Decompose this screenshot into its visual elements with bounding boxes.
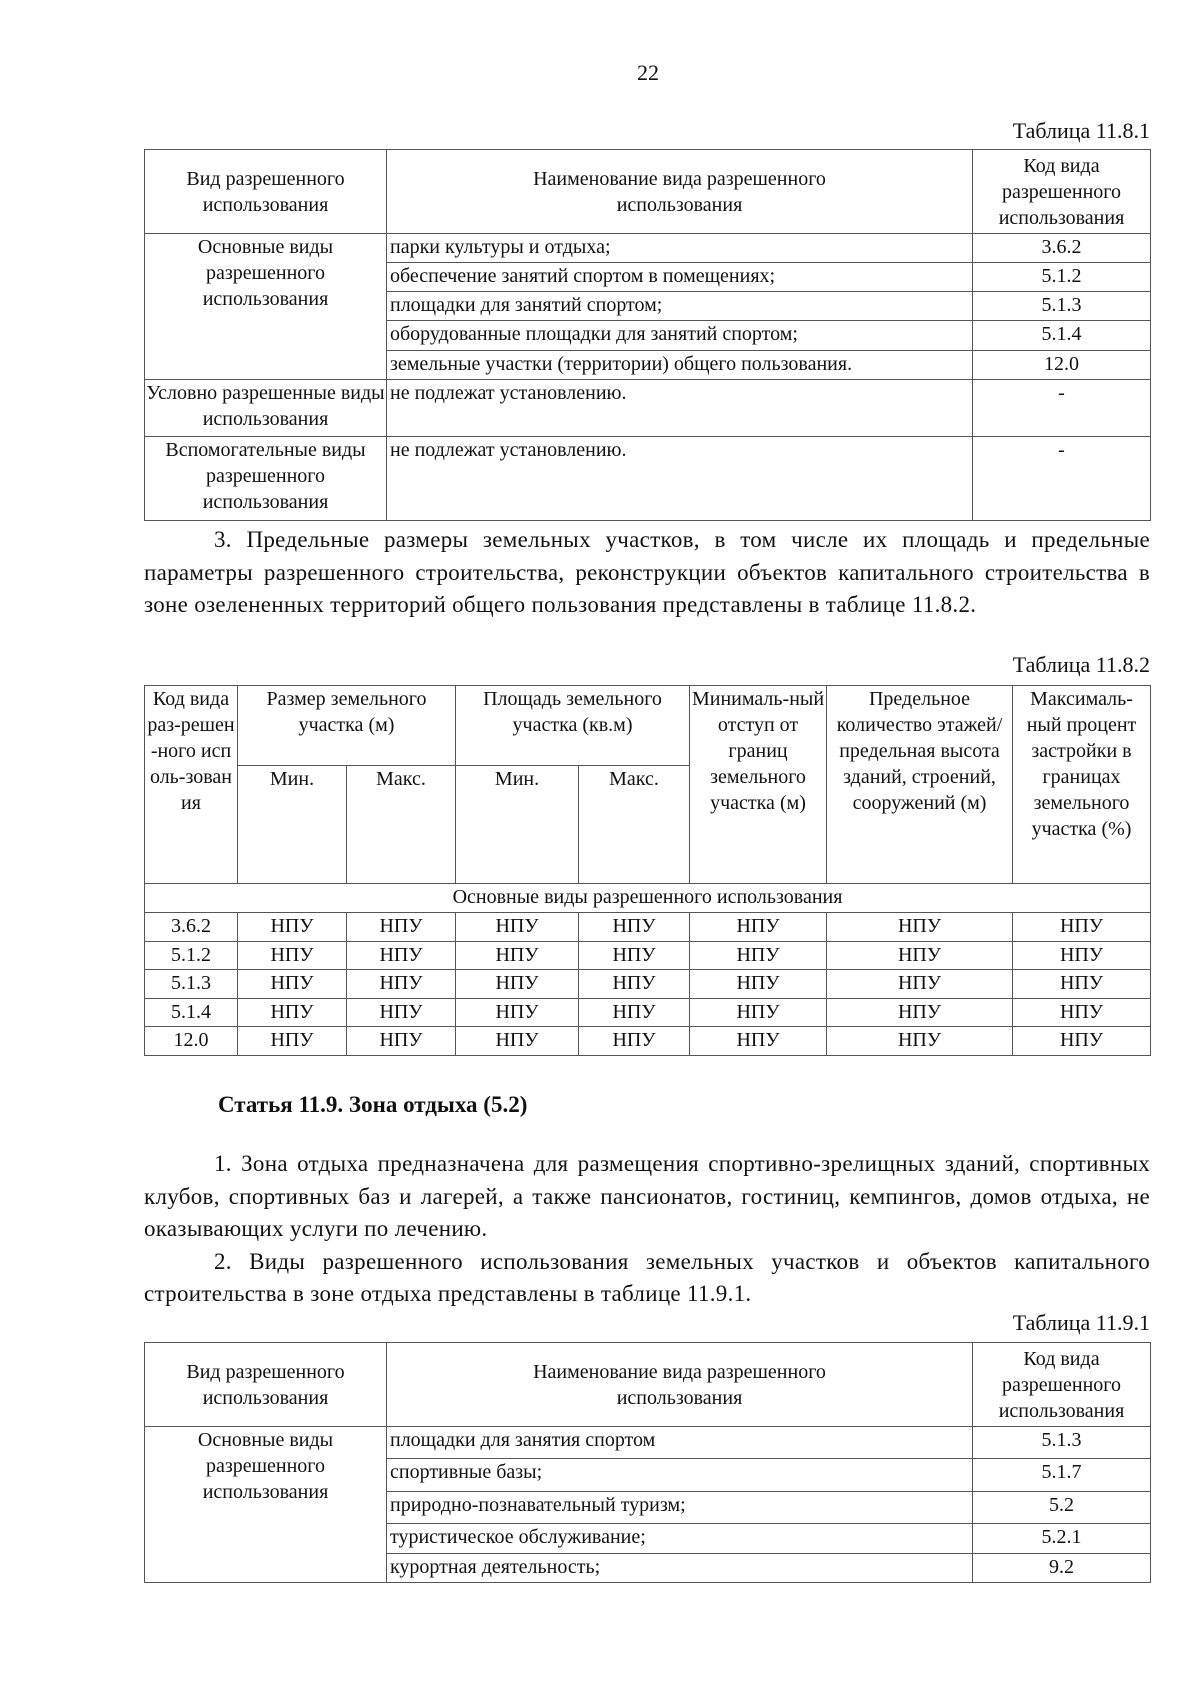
usage-name-cell: обеспечение занятий спортом в помещениях; xyxy=(387,263,973,292)
header-area-min: Мин. xyxy=(456,766,579,884)
value-cell: НПУ xyxy=(579,913,690,942)
code-cell: 3.6.2 xyxy=(145,913,238,942)
usage-name-cell: площадки для занятия спортом xyxy=(387,1427,973,1459)
paragraph-text: 3. Предельные размеры земельных участков, в том числе их площадь и предельные параметры разрешенного строительства, реконструкции объектов капитального строительства в зоне озелененных территорий общего пользования представлены в таблице 11.8.2. xyxy=(144,527,1150,617)
header-size-max: Макс. xyxy=(347,766,456,884)
section-row: Основные виды разрешенного использования xyxy=(145,884,1151,913)
usage-type-cell xyxy=(145,380,387,437)
header-cell: Код вида разрешенного использования xyxy=(973,150,1151,234)
value-cell: НПУ xyxy=(456,1027,579,1056)
paragraph-1: 1. Зона отдыха предназначена для размещения спортивно-зрелищных зданий, спортивных клубов, спортивных баз и лагерей, а также пансионатов, гостиниц, кемпингов, домов отдыха, не оказывающих услуги по лечению. xyxy=(144,1151,1150,1241)
table-caption: Таблица 11.8.2 xyxy=(1012,652,1150,677)
table-caption: Таблица 11.8.1 xyxy=(1012,118,1150,143)
table-11-8-1 xyxy=(144,149,1151,521)
value-cell: НПУ xyxy=(827,1027,1013,1056)
page-number: 22 xyxy=(637,60,659,85)
usage-name-cell: курортная деятельность; xyxy=(387,1554,973,1583)
value-cell: НПУ xyxy=(579,998,690,1027)
value-cell: НПУ xyxy=(456,941,579,970)
header-size-min: Мин. xyxy=(238,766,347,884)
usage-code-cell: 5.1.2 xyxy=(973,263,1151,292)
header-plot-size: Размер земельного участка (м) xyxy=(238,686,456,766)
usage-type-cell: Основные виды разрешенного использования xyxy=(145,1427,387,1583)
value-cell: НПУ xyxy=(347,970,456,999)
value-cell: НПУ xyxy=(690,941,827,970)
header-code: Код вида раз-решен-ного исполь-зования xyxy=(145,686,238,884)
value-cell: НПУ xyxy=(827,913,1013,942)
usage-name-cell: земельные участки (территории) общего пользования. xyxy=(387,351,973,380)
usage-code-cell: 5.1.3 xyxy=(973,292,1151,321)
usage-name-cell: парки культуры и отдыха; xyxy=(387,234,973,263)
value-cell: НПУ xyxy=(456,998,579,1027)
usage-code-cell: - xyxy=(973,437,1151,521)
value-cell: НПУ xyxy=(238,913,347,942)
value-cell: НПУ xyxy=(238,941,347,970)
table-11-8-2 xyxy=(144,685,1151,1056)
usage-name-cell: не подлежат установлению. xyxy=(387,437,973,521)
header-cell: Код вида разрешенного использования xyxy=(973,1343,1151,1427)
paragraph-3 xyxy=(144,524,1150,622)
usage-code-cell: 3.6.2 xyxy=(973,234,1151,263)
value-cell: НПУ xyxy=(1013,998,1151,1027)
header-coverage: Максималь-ный процент застройки в границах земельного участка (%) xyxy=(1013,686,1151,884)
header-area-max: Макс. xyxy=(579,766,690,884)
value-cell: НПУ xyxy=(238,1027,347,1056)
header-floors: Предельное количество этажей/ предельная высота зданий, строений, сооружений (м) xyxy=(827,686,1013,884)
usage-name-cell: спортивные базы; xyxy=(387,1459,973,1492)
code-cell: 12.0 xyxy=(145,1027,238,1056)
value-cell: НПУ xyxy=(1013,970,1151,999)
usage-code-cell: 12.0 xyxy=(973,351,1151,380)
header-cell: Наименование вида разрешенного использования xyxy=(387,150,973,234)
table-row xyxy=(145,1027,1151,1056)
usage-code-cell: 9.2 xyxy=(973,1554,1151,1583)
code-cell: 5.1.2 xyxy=(145,941,238,970)
value-cell: НПУ xyxy=(827,941,1013,970)
value-cell: НПУ xyxy=(456,970,579,999)
article-body xyxy=(144,1148,1150,1311)
value-cell: НПУ xyxy=(1013,913,1151,942)
usage-code-cell: 5.2 xyxy=(973,1492,1151,1524)
value-cell: НПУ xyxy=(690,913,827,942)
value-cell: НПУ xyxy=(238,998,347,1027)
header-cell: Вид разрешенного использования xyxy=(145,1343,387,1427)
value-cell: НПУ xyxy=(347,1027,456,1056)
code-cell: 5.1.4 xyxy=(145,998,238,1027)
usage-type-text: Условно разрешенные виды использования xyxy=(146,382,385,430)
usage-name-cell: оборудованные площадки для занятий спортом; xyxy=(387,321,973,351)
value-cell: НПУ xyxy=(579,970,690,999)
usage-name-cell: туристическое обслуживание; xyxy=(387,1524,973,1554)
value-cell: НПУ xyxy=(238,970,347,999)
header-plot-area: Площадь земельного участка (кв.м) xyxy=(456,686,690,766)
value-cell: НПУ xyxy=(579,1027,690,1056)
table-row xyxy=(145,913,1151,942)
usage-name-cell: природно-познавательный туризм; xyxy=(387,1492,973,1524)
code-cell: 5.1.3 xyxy=(145,970,238,999)
usage-code-cell: 5.1.7 xyxy=(973,1459,1151,1492)
header-cell: Наименование вида разрешенного использования xyxy=(387,1343,973,1427)
value-cell: НПУ xyxy=(347,913,456,942)
table-caption: Таблица 11.9.1 xyxy=(1012,1310,1150,1335)
usage-code-cell: 5.1.3 xyxy=(973,1427,1151,1459)
table-11-9-1 xyxy=(144,1342,1151,1583)
table-row xyxy=(145,941,1151,970)
value-cell: НПУ xyxy=(827,970,1013,999)
value-cell: НПУ xyxy=(579,941,690,970)
value-cell: НПУ xyxy=(690,1027,827,1056)
header-cell: Вид разрешенного использования xyxy=(145,150,387,234)
table-row xyxy=(145,998,1151,1027)
value-cell: НПУ xyxy=(347,998,456,1027)
value-cell: НПУ xyxy=(456,913,579,942)
usage-type-cell: Основные виды разрешенного использования xyxy=(145,234,387,380)
value-cell: НПУ xyxy=(690,970,827,999)
value-cell: НПУ xyxy=(690,998,827,1027)
article-heading: Статья 11.9. Зона отдыха (5.2) xyxy=(218,1092,528,1117)
value-cell: НПУ xyxy=(1013,1027,1151,1056)
usage-type-cell: Вспомогательные виды разрешенного использования xyxy=(145,437,387,521)
usage-code-cell: 5.1.4 xyxy=(973,321,1151,351)
usage-code-cell: - xyxy=(973,380,1151,437)
usage-code-cell: 5.2.1 xyxy=(973,1524,1151,1554)
header-setback: Минималь-ный отступ от границ земельного участка (м) xyxy=(690,686,827,884)
usage-name-cell: не подлежат установлению. xyxy=(387,380,973,437)
table-row xyxy=(145,970,1151,999)
value-cell: НПУ xyxy=(347,941,456,970)
value-cell: НПУ xyxy=(1013,941,1151,970)
usage-name-cell: площадки для занятий спортом; xyxy=(387,292,973,321)
value-cell: НПУ xyxy=(827,998,1013,1027)
paragraph-2: 2. Виды разрешенного использования земельных участков и объектов капитального строительства в зоне отдыха представлены в таблице 11.9.1. xyxy=(144,1248,1150,1306)
